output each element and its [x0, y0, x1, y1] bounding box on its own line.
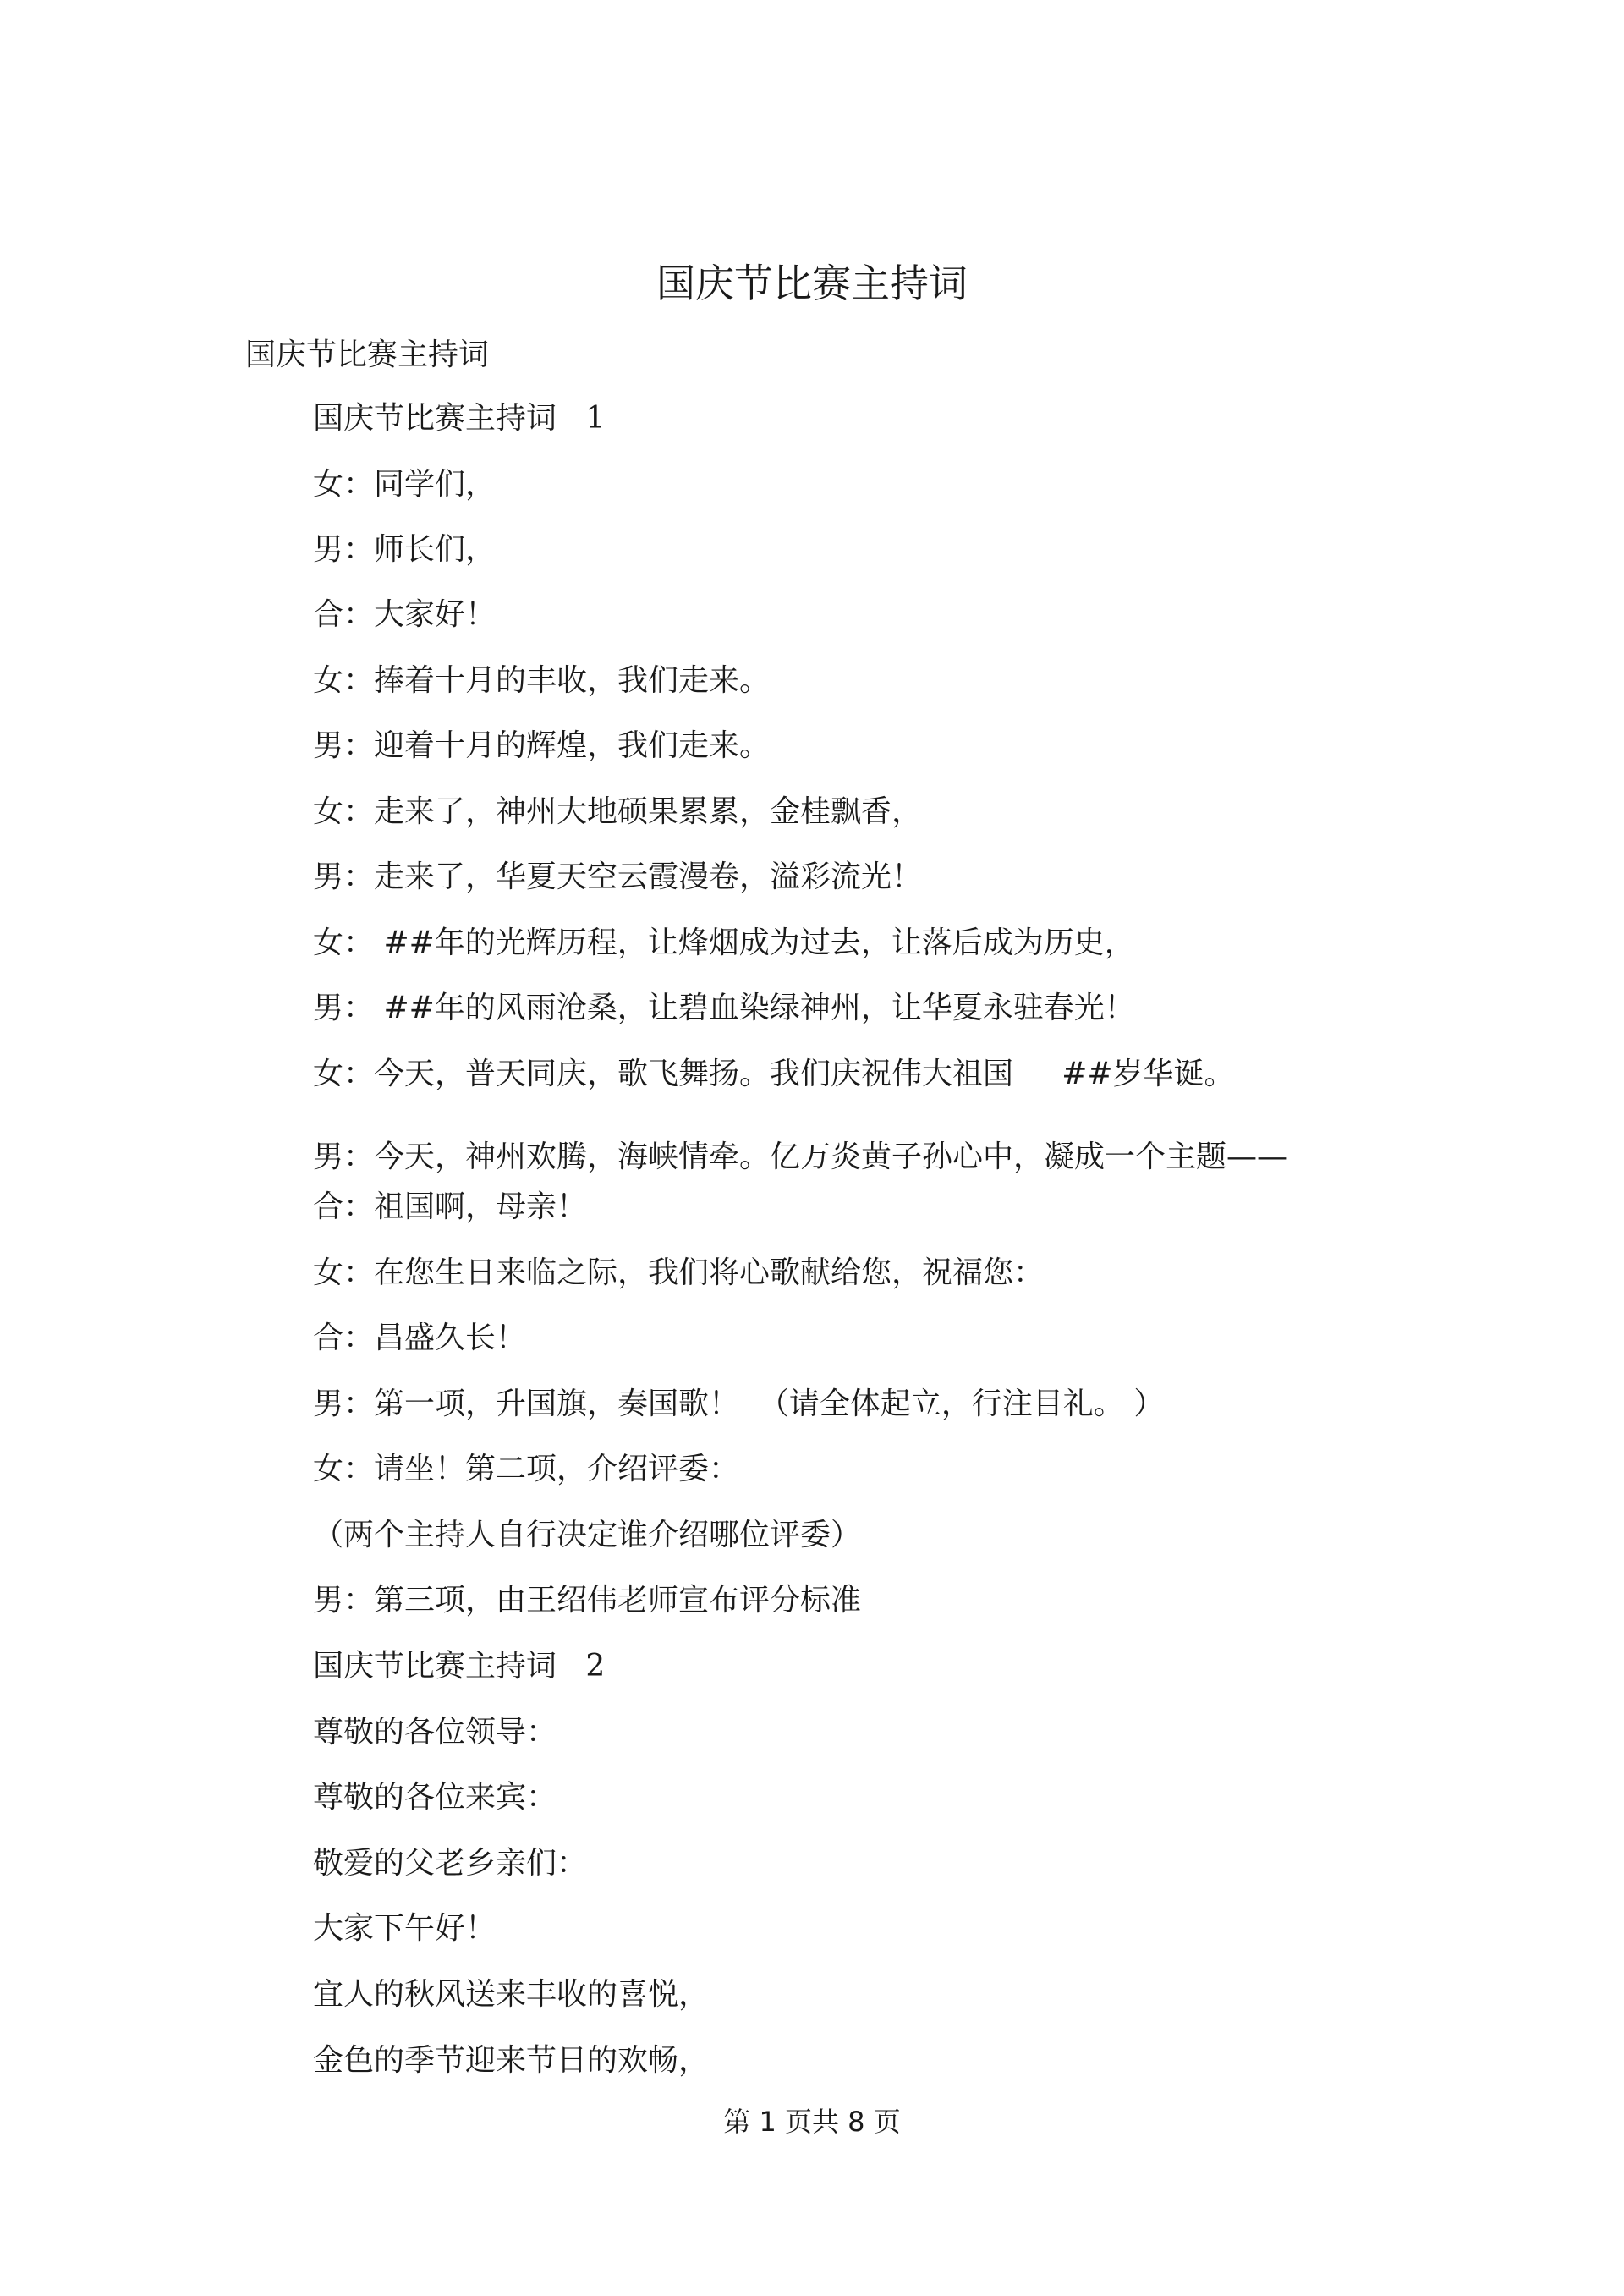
document-subtitle: 国庆节比赛主持词 [245, 338, 490, 372]
script-line: 合：大家好！ [313, 597, 497, 632]
script-line: 大家下午好！ [313, 1911, 497, 1946]
script-line: 合：昌盛久长！ [313, 1321, 527, 1355]
script-line: 女：捧着十月的丰收，我们走来。 [313, 663, 771, 698]
script-line: 金色的季节迎来节日的欢畅， [313, 2043, 710, 2078]
script-line: 男：第三项，由王绍伟老师宣布评分标准 [313, 1583, 862, 1618]
script-line: 女：在您生日来临之际，我们将心歌献给您，祝福您： [313, 1255, 1045, 1290]
script-line: 尊敬的各位领导： [313, 1715, 557, 1749]
script-line: 男：今天，神州欢腾，海峡情牵。亿万炎黄子孙心中，凝成一个主题—— [313, 1140, 1288, 1174]
script-line: 女：同学们， [313, 467, 497, 502]
script-line: 男：第一项，升国旗，奏国歌！ （请全体起立，行注目礼。 ） [313, 1387, 1165, 1421]
script-line: 女： ##年的光辉历程，让烽烟成为过去，让落后成为历史， [313, 926, 1135, 960]
script-line: 女：今天，普天同庆，歌飞舞扬。我们庆祝伟大祖国 ##岁华诞。 [313, 1057, 1235, 1091]
script-line: 合：祖国啊，母亲！ [313, 1189, 588, 1224]
script-line: 宜人的秋风送来丰收的喜悦， [313, 1977, 710, 2012]
script-line: 男：师长们， [313, 532, 497, 567]
script-line: 男：迎着十月的辉煌，我们走来。 [313, 728, 771, 763]
page-footer: 第 1 页共 8 页 [723, 2106, 901, 2138]
script-line: 尊敬的各位来宾： [313, 1780, 557, 1815]
script-line: 国庆节比赛主持词 1 [313, 401, 606, 436]
script-line: 男：走来了，华夏天空云霞漫卷，溢彩流光！ [313, 860, 923, 894]
script-line: 敬爱的父老乡亲们： [313, 1846, 588, 1881]
script-line: （两个主持人自行决定谁介绍哪位评委） [313, 1518, 862, 1552]
script-line: 国庆节比赛主持词 2 [313, 1649, 606, 1684]
script-line: 女：走来了，神州大地硕果累累，金桂飘香， [313, 794, 923, 829]
script-line: 男： ##年的风雨沧桑，让碧血染绿神州，让华夏永驻春光！ [313, 991, 1135, 1025]
script-line: 女：请坐！第二项，介绍评委： [313, 1452, 740, 1486]
document-title: 国庆节比赛主持词 [656, 261, 968, 306]
